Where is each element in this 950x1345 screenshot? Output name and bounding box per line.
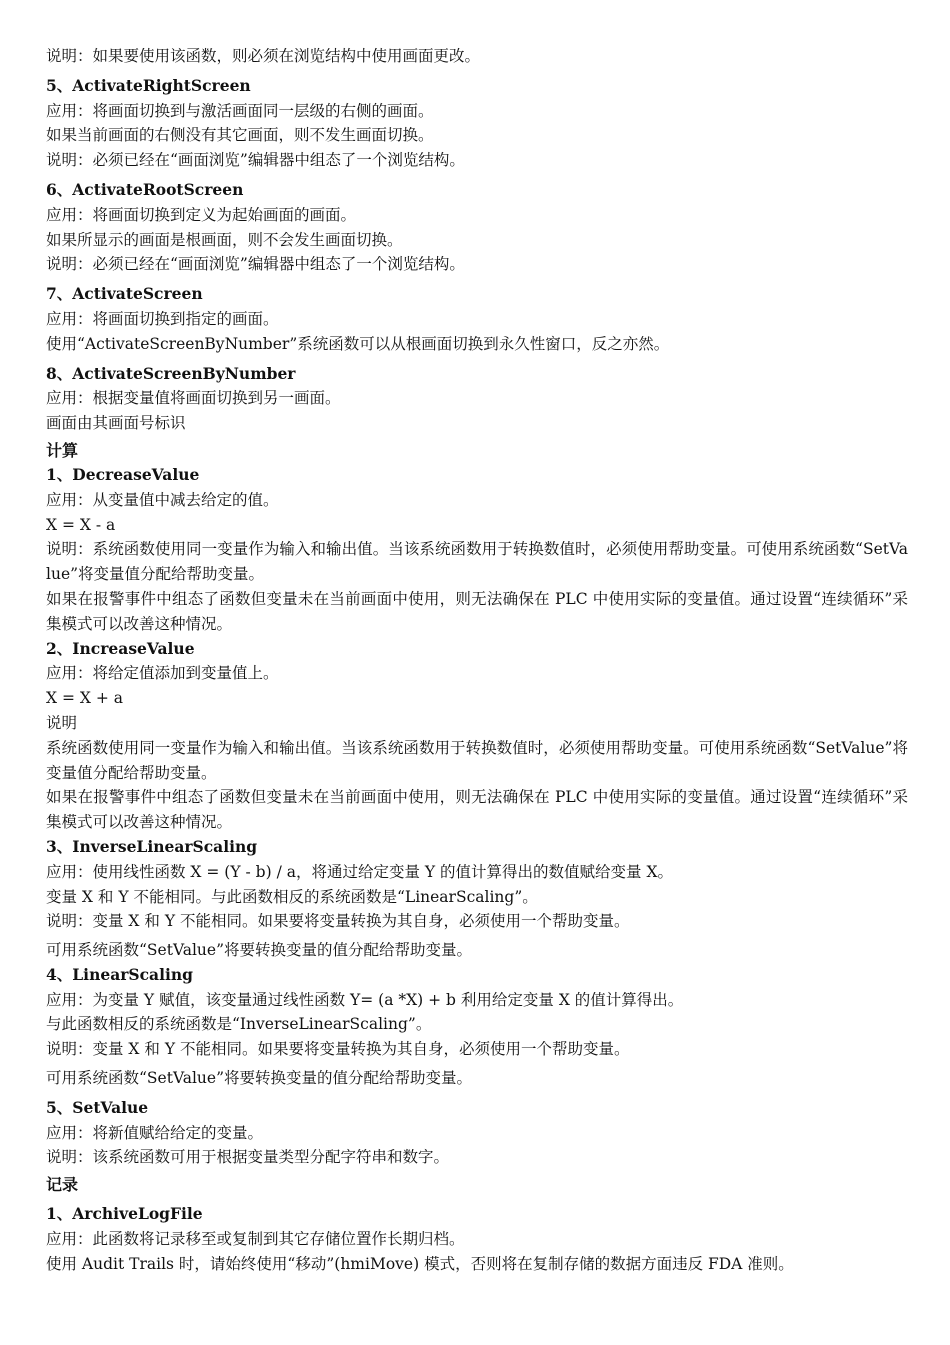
text-line: 如果所显示的画面是根画面，则不会发生画面切换。 — [46, 230, 403, 249]
text-line: 说明：该系统函数可用于根据变量类型分配字符串和数字。 — [46, 1148, 450, 1167]
function-heading: 1、DecreaseValue — [46, 464, 200, 484]
text-line: 画面由其画面号标识 — [46, 414, 186, 433]
text-line: 说明：变量 X 和 Y 不能相同。如果要将变量转换为其自身，必须使用一个帮助变量。 — [46, 912, 630, 931]
text-line: X = X + a — [46, 689, 123, 708]
text-line: 应用：使用线性函数 X = (Y - b) / a，将通过给定变量 Y 的值计算得出的数值赋给变量 X。 — [46, 862, 674, 881]
text-line: 可用系统函数“SetValue”将要转换变量的值分配给帮助变量。 — [46, 941, 472, 960]
text-line: 说明：如果要使用该函数，则必须在浏览结构中使用画面更改。 — [46, 47, 481, 65]
text-line: 变量 X 和 Y 不能相同。与此函数相反的系统函数是“LinearScaling”。 — [46, 887, 538, 906]
text-line: 与此函数相反的系统函数是“InverseLinearScaling”。 — [46, 1015, 432, 1034]
text-line: 使用 Audit Trails 时，请始终使用“移动”(hmiMove) 模式，否则将在复制存储的数据方面违反 FDA 准则。 — [46, 1254, 794, 1273]
text-line: 应用：将画面切换到定义为起始画面的画面。 — [46, 205, 357, 224]
function-heading: 3、InverseLinearScaling — [46, 836, 258, 856]
text-line: 使用“ActivateScreenByNumber”系统函数可以从根画面切换到永久性窗口，反之亦然。 — [46, 334, 670, 353]
text-line: 应用：为变量 Y 赋值，该变量通过线性函数 Y= (a *X) + b 利用给定变量 X 的值计算得出。 — [46, 990, 684, 1009]
text-line: 说明：变量 X 和 Y 不能相同。如果要将变量转换为其自身，必须使用一个帮助变量。 — [46, 1040, 630, 1059]
section-heading: 记录 — [46, 1175, 79, 1195]
text-line: 应用：此函数将记录移至或复制到其它存储位置作长期归档。 — [46, 1230, 465, 1249]
function-heading: 4、LinearScaling — [46, 964, 193, 984]
text-line: 如果当前画面的右侧没有其它画面，则不发生画面切换。 — [46, 126, 434, 145]
function-heading: 7、ActivateScreen — [46, 284, 203, 304]
function-heading: 1、ArchiveLogFile — [46, 1204, 203, 1224]
function-heading: 2、IncreaseValue — [46, 638, 195, 658]
paragraph: 说明：系统函数使用同一变量作为输入和输出值。当该系统函数用于转换数值时，必须使用帮助变量。可使用系统函数“SetValue”将变量值分配给帮助变量。 — [46, 540, 908, 584]
text-line: 应用：将画面切换到指定的画面。 — [46, 309, 279, 328]
function-heading: 6、ActivateRootScreen — [46, 179, 244, 199]
function-heading: 8、ActivateScreenByNumber — [46, 363, 296, 383]
paragraph: 系统函数使用同一变量作为输入和输出值。当该系统函数用于转换数值时，必须使用帮助变量。可使用系统函数“SetValue”将变量值分配给帮助变量。 — [46, 738, 908, 782]
text-line: 应用：根据变量值将画面切换到另一画面。 — [46, 389, 341, 408]
text-line: 应用：将新值赋给给定的变量。 — [46, 1123, 264, 1142]
text-line: X = X - a — [46, 515, 116, 534]
paragraph: 如果在报警事件中组态了函数但变量未在当前画面中使用，则无法确保在 PLC 中使用实际的变量值。通过设置“连续循环”采集模式可以改善这种情况。 — [46, 589, 908, 633]
text-line: 应用：将给定值添加到变量值上。 — [46, 664, 279, 683]
section-heading: 计算 — [46, 440, 79, 460]
text-line: 可用系统函数“SetValue”将要转换变量的值分配给帮助变量。 — [46, 1069, 472, 1088]
text-line: 说明 — [46, 713, 78, 732]
function-heading: 5、SetValue — [46, 1097, 149, 1117]
document-body — [46, 44, 908, 1277]
text-line: 说明：必须已经在“画面浏览”编辑器中组态了一个浏览结构。 — [46, 151, 465, 170]
text-line: 应用：从变量值中减去给定的值。 — [46, 490, 279, 509]
text-line: 说明：必须已经在“画面浏览”编辑器中组态了一个浏览结构。 — [46, 255, 465, 274]
text-line: 应用：将画面切换到与激活画面同一层级的右侧的画面。 — [46, 101, 434, 120]
function-heading: 5、ActivateRightScreen — [46, 75, 251, 95]
paragraph: 如果在报警事件中组态了函数但变量未在当前画面中使用，则无法确保在 PLC 中使用实际的变量值。通过设置“连续循环”采集模式可以改善这种情况。 — [46, 788, 908, 832]
